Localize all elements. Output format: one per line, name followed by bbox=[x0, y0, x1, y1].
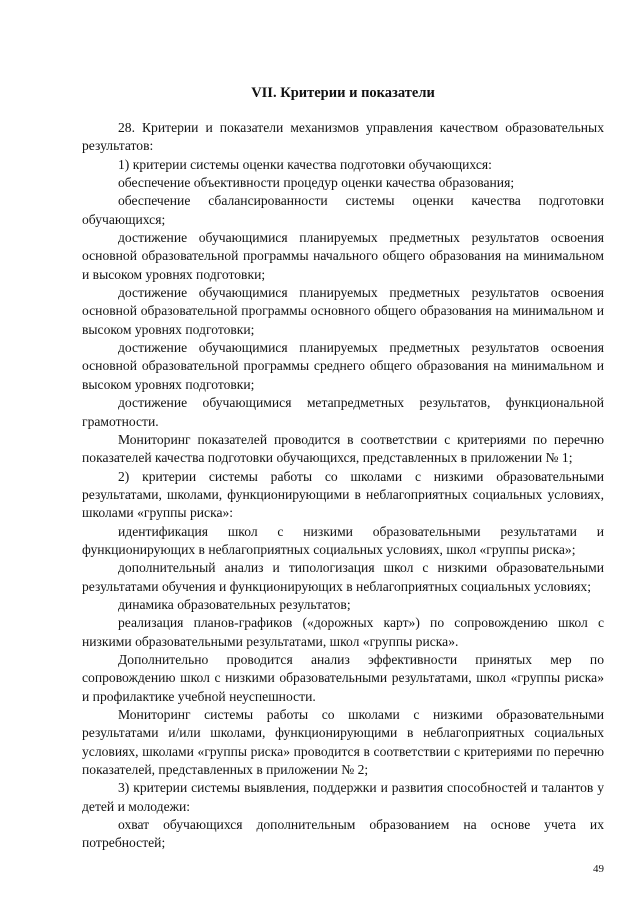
paragraph: достижение обучающимися метапредметных результатов, функциональной грамотности. bbox=[82, 395, 604, 429]
paragraph: охват обучающихся дополнительным образованием на основе учета их потребностей; bbox=[82, 817, 604, 851]
section-heading: VII. Критерии и показатели bbox=[251, 85, 435, 101]
paragraph: динамика образовательных результатов; bbox=[118, 596, 351, 612]
paragraph: достижение обучающимися планируемых предметных результатов освоения основной образовательной программы среднего общего образования на минимальном и высоком уровнях подготовки; bbox=[82, 340, 604, 392]
paragraph: реализация планов-графиков («дорожных карт») по сопровождению школ с низкими образовательными результатами, школ «группы риска». bbox=[82, 615, 604, 649]
paragraph: обеспечение сбалансированности системы оценки качества подготовки обучающихся; bbox=[82, 193, 604, 227]
paragraph-criteria-1: 1) критерии системы оценки качества подготовки обучающихся: bbox=[118, 156, 492, 172]
paragraph: достижение обучающимися планируемых предметных результатов освоения основной образовательной программы основного общего образования на минимальном и высоком уровнях подготовки; bbox=[82, 285, 604, 337]
document-body bbox=[82, 119, 604, 853]
page-number: 49 bbox=[593, 863, 604, 875]
paragraph-criteria-2: 2) критерии системы работы со школами с низкими образовательными результатами, школами, функционирующими в неблагоприятных социальных условиях, школами «группы риска»: bbox=[82, 468, 604, 521]
paragraph: идентификация школ с низкими образовательными результатами и функционирующих в неблагоприятных социальных условиях, школ «группы риска»; bbox=[82, 523, 604, 557]
paragraph: обеспечение объективности процедур оценки качества образования; bbox=[118, 175, 515, 191]
paragraph: достижение обучающимися планируемых предметных результатов освоения основной образовательной программы начального общего образования на минимальном и высоком уровнях подготовки; bbox=[82, 230, 604, 282]
paragraph: дополнительный анализ и типологизация школ с низкими образовательными результатами обучения и функционирующих в неблагоприятных социальных условиях; bbox=[82, 560, 604, 594]
paragraph: Дополнительно проводится анализ эффективности принятых мер по сопровождению школ с низкими образовательными результатами, школ «группы риска» и профилактике учебной неуспешности. bbox=[82, 651, 604, 704]
paragraph-monitoring-2: Мониторинг системы работы со школами с низкими образовательными результатами и/или школами, функционирующими в неблагоприятных социальных условиях, школами «группы риска» проводится в соответствии с критериями по перечню показателей, представленных в приложении № 2; bbox=[82, 707, 604, 778]
paragraph-criteria-3: 3) критерии системы выявления, поддержки и развития способностей и талантов у детей и молодежи: bbox=[82, 780, 604, 814]
paragraph-monitoring-1: Мониторинг показателей проводится в соответствии с критериями по перечню показателей качества подготовки обучающихся, представленных в приложении № 1; bbox=[82, 431, 604, 466]
paragraph-item-28: 28. Критерии и показатели механизмов управления качеством образовательных результатов: bbox=[82, 120, 604, 154]
